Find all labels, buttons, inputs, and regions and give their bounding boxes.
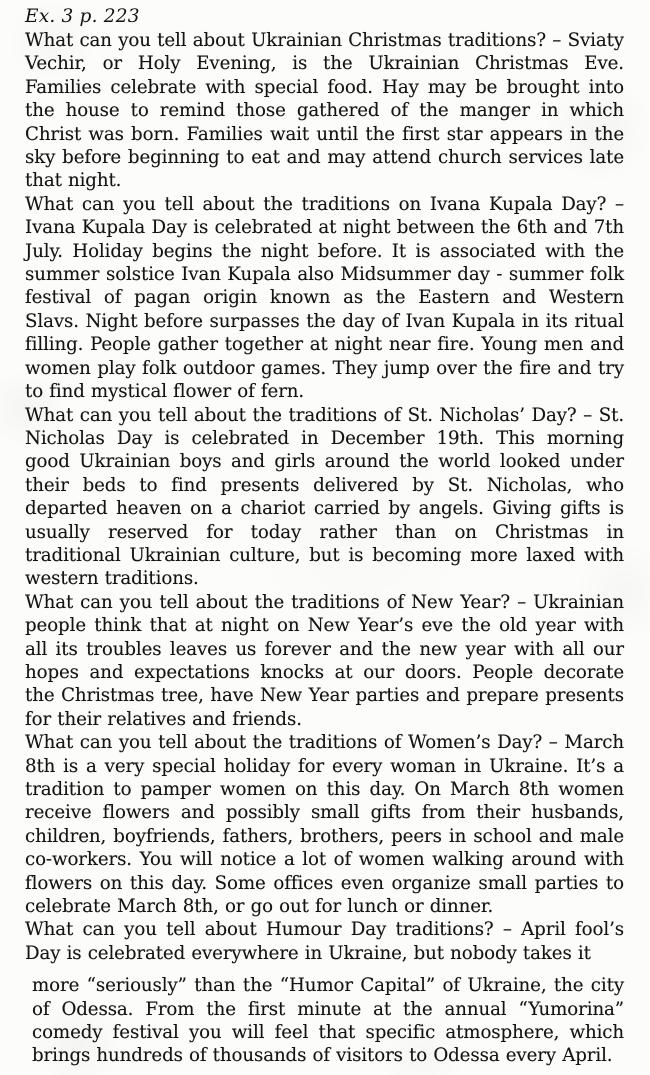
paragraph-womens-day: What can you tell about the traditions of Women’s Day? – March 8th is a very special holiday for every woman in Ukraine. It’s a tradition to pamper women on this day. On March 8th women receive flowers and possibly small gifts from their husbands, children, boyfriends, fathers, brothers, peers in school and male co-workers. You will notice a lot of women walking around with flowers on this day. Some offices even organize small parties to celebrate March 8th, or go out for lunch or dinner. xyxy=(25,732,624,918)
paragraph-new-year: What can you tell about the traditions of New Year? – Ukrainian people think that at night on New Year’s eve the old year with all its troubles leaves us forever and the new year with all our hopes and expectations knocks at our doors. People decorate the Christmas tree, have New Year parties and prepare presents for their relatives and friends. xyxy=(25,591,624,730)
paragraph-christmas-traditions: What can you tell about Ukrainian Christmas traditions? – Sviaty Vechir, or Holy Evening, is the Ukrainian Christmas Eve. Families celebrate with special food. Hay may be brought into the house to remind those gathered of the manger in which Christ was born. Families wait until the first star appears in the sky before beginning to eat and may attend church services late that night. xyxy=(25,30,624,192)
paragraph-ivana-kupala-day: What can you tell about the traditions on Ivana Kupala Day? – Ivana Kupala Day is celebrated at night between the 6th and 7th July. Holiday begins the night before. It is associated with the summer solstice Ivan Kupala also Midsummer day - summer folk festival of pagan origin known as the Eastern and Western Slavs. Night before surpasses the day of Ivan Kupala in its ritual filling. People gather together at night near fire. Young men and women play folk outdoor games. They jump over the fire and try to find mystical flower of fern. xyxy=(25,193,624,403)
paragraph-st-nicholas-day: What can you tell about the traditions of St. Nicholas’ Day? – St. Nicholas Day is celebrated in December 19th. This morning good Ukrainian boys and girls around the world looked under their beds to find presents delivered by St. Nicholas, who departed heaven on a chariot carried by angels. Giving gifts is usually reserved for today rather than on Christmas in traditional Ukrainian culture, but is becoming more laxed with western traditions. xyxy=(25,404,624,590)
paragraph-humour-day-continued: more “seriously” than the “Humor Capital” of Ukraine, the city of Odessa. From the first minute at the annual “Yumorina” comedy festival you will feel that specific atmosphere, which brings hundreds of thousands of visitors to Odessa every April. xyxy=(32,975,624,1067)
paragraph-humour-day: What can you tell about Humour Day traditions? – April fool’s Day is celebrated everywhere in Ukraine, but nobody takes it xyxy=(25,919,624,964)
exercise-title: Ex. 3 p. 223 xyxy=(25,6,140,27)
